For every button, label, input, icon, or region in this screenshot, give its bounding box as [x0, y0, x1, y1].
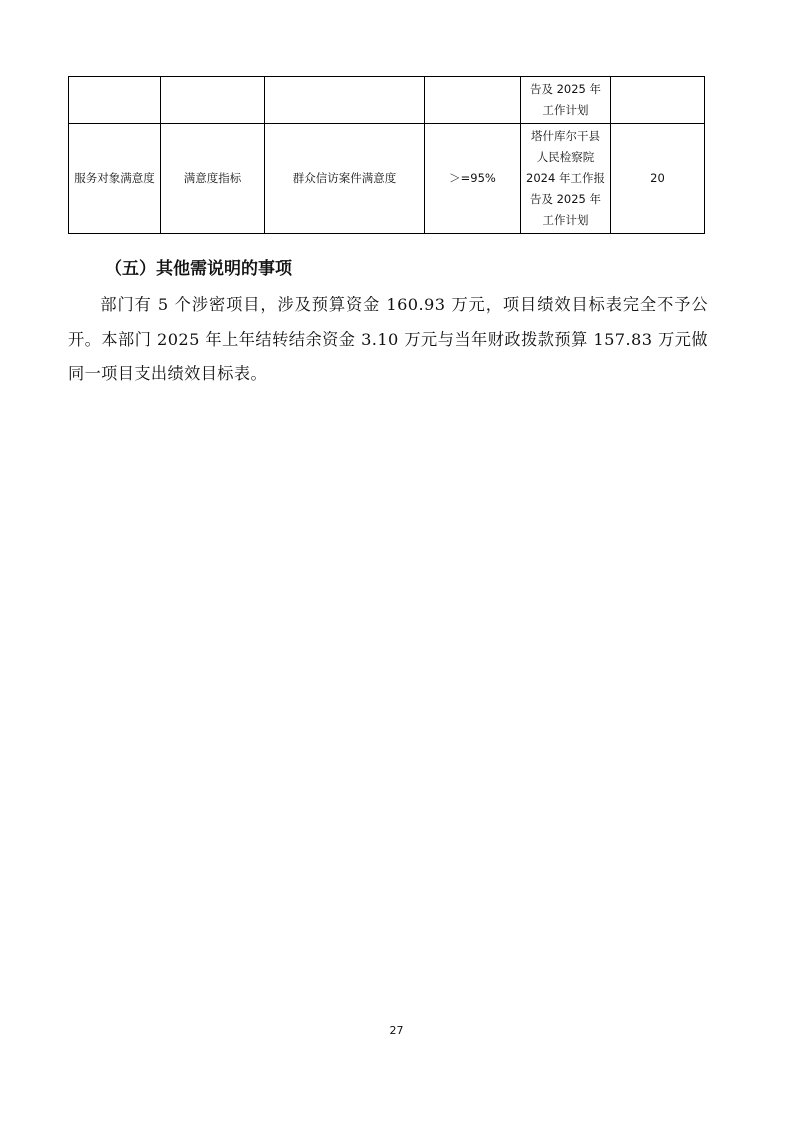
cell-indicator-type — [161, 77, 265, 124]
cell-indicator-type: 满意度指标 — [161, 124, 265, 234]
cell-basis: 塔什库尔干县 人民检察院 2024 年工作报 告及 2025 年 工作计划 — [521, 124, 611, 234]
cell-category: 服务对象满意度 — [69, 124, 161, 234]
section-paragraph: 部门有 5 个涉密项目，涉及预算资金 160.93 万元，项目绩效目标表完全不予公开。本部门 2025 年上年结转结余资金 3.10 万元与当年财政拨款预算 157.83 万元做同一项目支出绩效目标表。 — [68, 295, 708, 383]
cell-category — [69, 77, 161, 124]
cell-score: 20 — [611, 124, 705, 234]
cell-basis: 告及 2025 年 工作计划 — [521, 77, 611, 124]
page-number: 27 — [389, 1024, 404, 1037]
table-row — [69, 124, 705, 234]
cell-indicator-name: 群众信访案件满意度 — [265, 124, 425, 234]
cell-target-value: ＞=95% — [425, 124, 521, 234]
cell-indicator-name — [265, 77, 425, 124]
cell-score — [611, 77, 705, 124]
section-heading: （五）其他需说明的事项 — [105, 259, 292, 279]
table-row — [69, 77, 705, 124]
performance-target-table — [68, 76, 705, 234]
cell-target-value — [425, 77, 521, 124]
